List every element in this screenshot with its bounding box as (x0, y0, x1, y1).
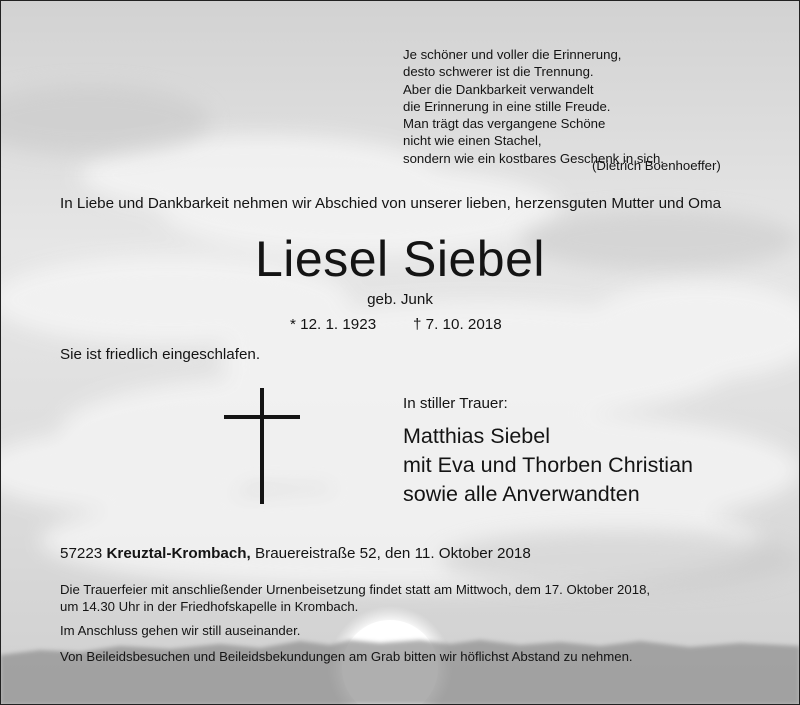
cross-icon (224, 388, 300, 504)
mourner-line: Matthias Siebel (403, 424, 550, 448)
funeral-line: Die Trauerfeier mit anschließender Urnenbeisetzung findet statt am Mittwoch, dem 17. Oktober 2018, (60, 582, 651, 597)
poem-line: desto schwerer ist die Trennung. (403, 64, 594, 80)
address-date: Brauereistraße 52, den 11. Oktober 2018 (255, 545, 531, 562)
poem-line: Aber die Dankbarkeit verwandelt (403, 81, 594, 97)
place-date-line (60, 545, 531, 562)
poem-line: Je schöner und voller die Erinnerung, (403, 47, 622, 62)
mourner-line: mit Eva und Thorben Christian (403, 453, 693, 477)
death-date: † 7. 10. 2018 (413, 316, 502, 333)
farewell-note: Im Anschluss gehen wir still auseinander. (60, 623, 301, 638)
poem-line: die Erinnerung in eine stille Freude. (403, 98, 611, 114)
poem-line: sondern wie ein kostbares Geschenk in sich. (403, 150, 664, 166)
funeral-line: um 14.30 Uhr in der Friedhofskapelle in Krombach. (60, 599, 359, 614)
postal-code: 57223 (60, 545, 103, 562)
peace-note: Sie ist friedlich eingeschlafen. (60, 346, 261, 363)
poem-line: nicht wie einen Stachel, (403, 133, 542, 149)
poem-author: (Dietrich Boenhoeffer) (592, 158, 721, 173)
poem-quote (403, 46, 664, 167)
funeral-notice (60, 581, 650, 615)
mourners-list (403, 422, 693, 509)
intro-text: In Liebe und Dankbarkeit nehmen wir Abschied von unserer lieben, herzensguten Mutter und Oma (60, 195, 722, 212)
mourner-line: sowie alle Anverwandten (403, 482, 640, 506)
poem-line: Man trägt das vergangene Schöne (403, 116, 606, 132)
town: Kreuztal-Krombach, (106, 545, 251, 562)
birth-name: geb. Junk (367, 291, 433, 308)
deceased-name: Liesel Siebel (254, 231, 546, 287)
mourners-label: In stiller Trauer: (403, 395, 508, 412)
birth-date: * 12. 1. 1923 (290, 316, 377, 333)
condolence-note: Von Beileidsbesuchen und Beileidsbekundungen am Grab bitten wir höflichst Abstand zu nehmen. (60, 649, 633, 664)
